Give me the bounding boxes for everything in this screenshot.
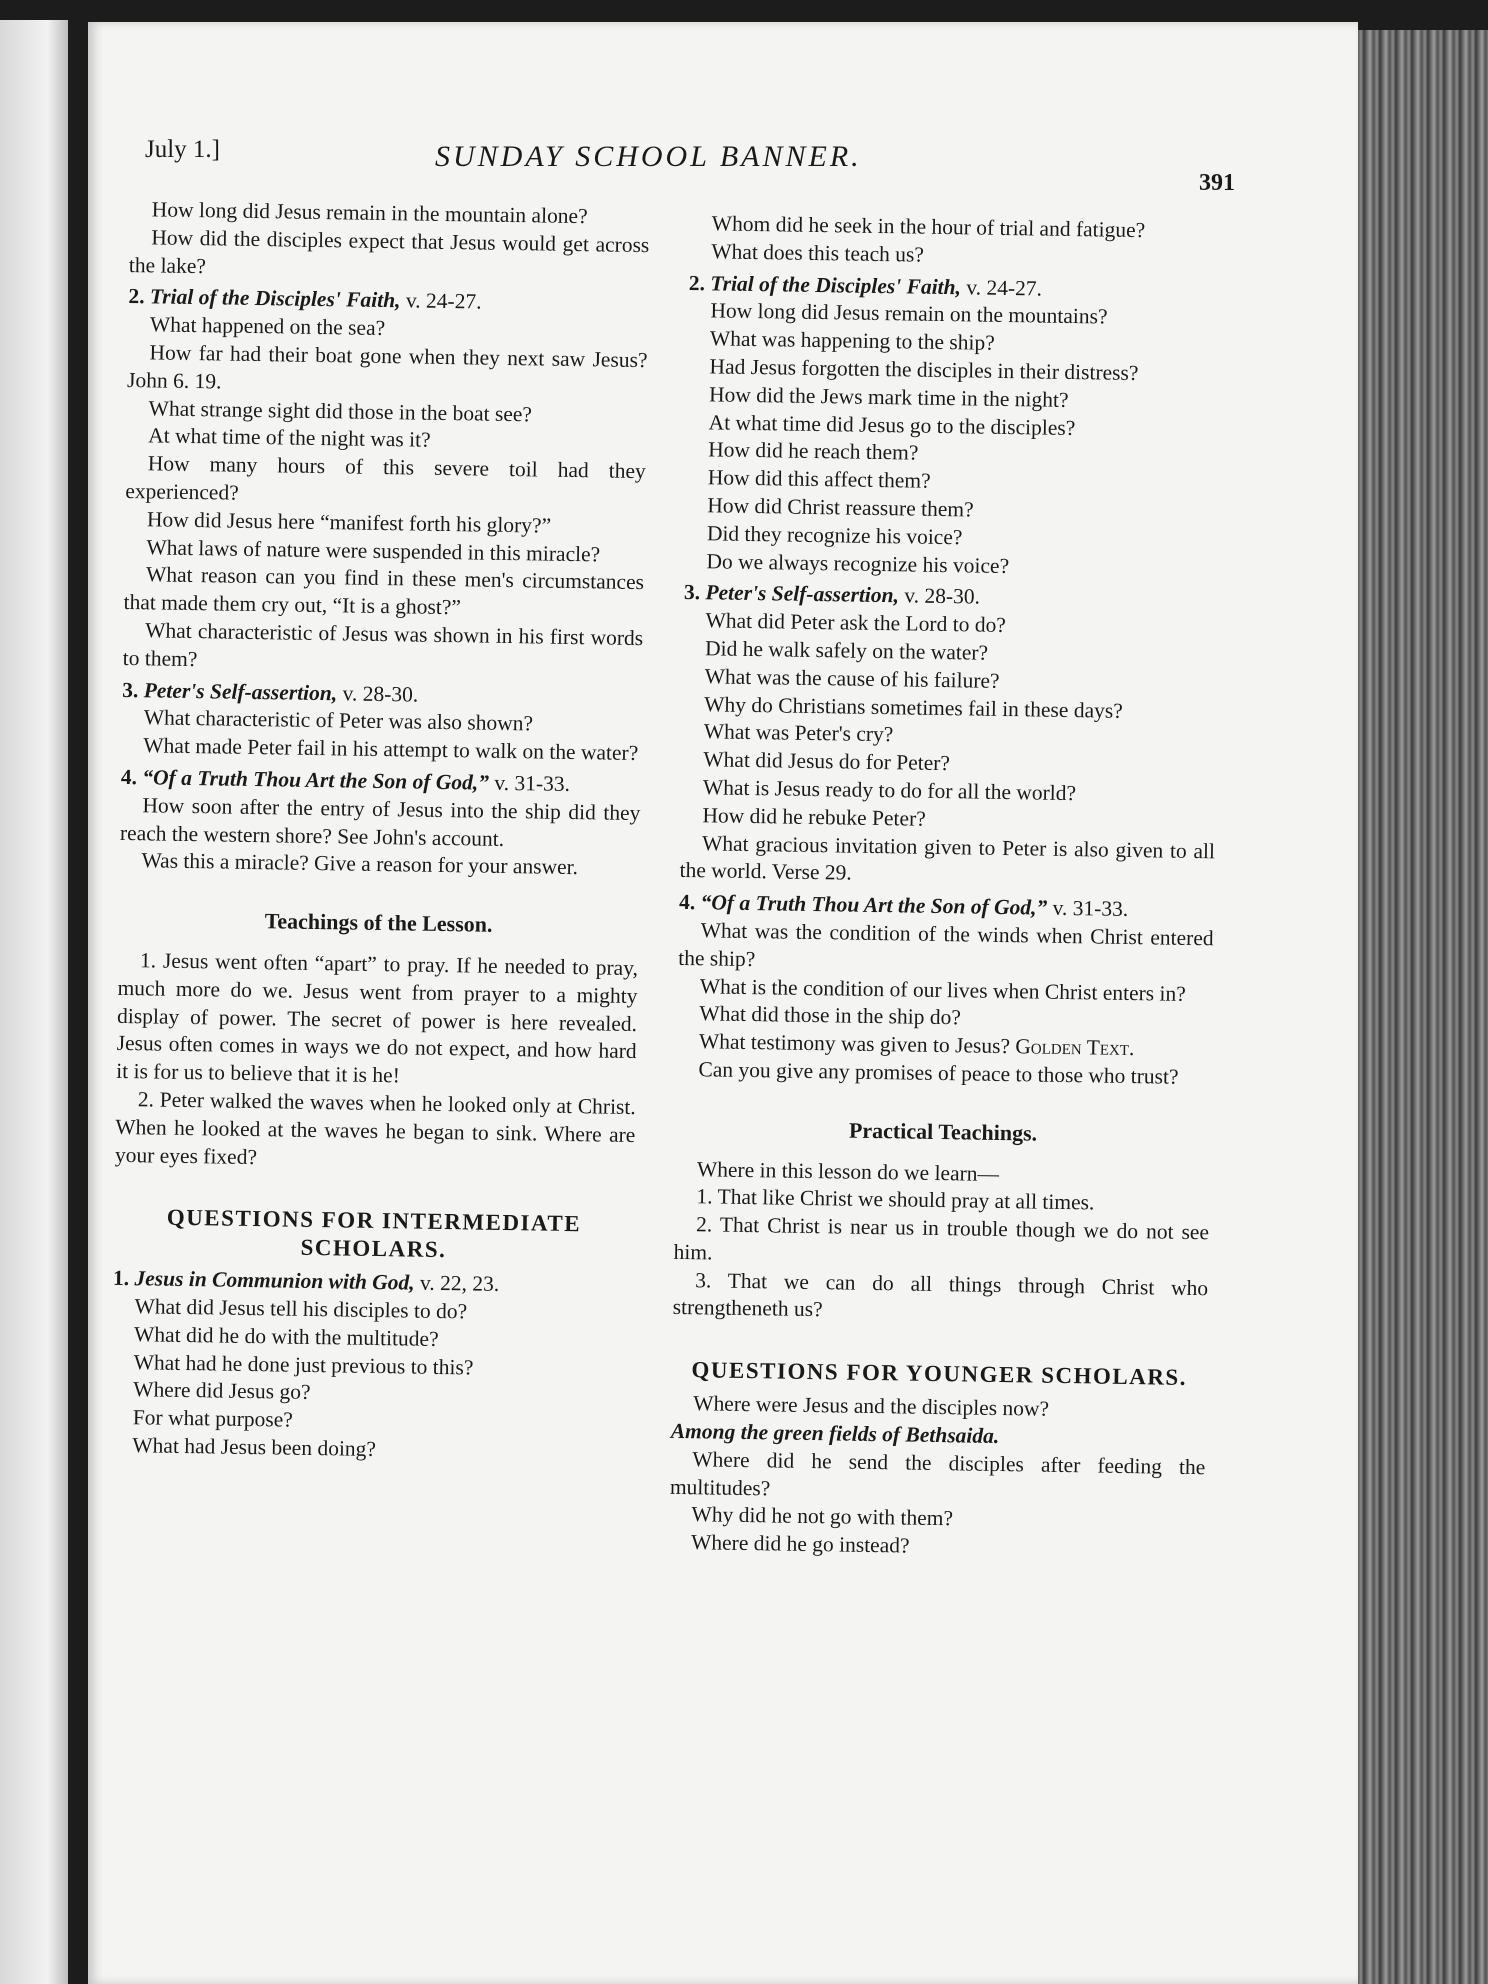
question: What was the condition of the winds when Christ entered the ship? (678, 918, 1214, 971)
question: At what time did Jesus go to the disciples? (708, 409, 1076, 440)
question: What made Peter fail in his attempt to walk on the water? (143, 733, 639, 766)
question: Do we always recognize his voice? (706, 548, 1010, 578)
golden-text-ref: Golden Text. (1015, 1034, 1135, 1061)
question: What did Jesus do for Peter? (703, 747, 951, 776)
question: How did the disciples expect that Jesus would get across the lake? (128, 225, 650, 278)
teaching-paragraph: 1. Jesus went often “apart” to pray. If he needed to pray, much more do we. Jesus went from prayer to a mighty display of power. The secret of power is here revealed. Jesus often comes in ways we do not expect, and how hard it is for us to believe that it is he! (116, 948, 639, 1088)
question: What gracious invitation given to Peter is also given to all the world. Verse 29. (679, 830, 1216, 885)
question: What had he done just previous to this? (133, 1349, 474, 1380)
question: What did those in the ship do? (699, 1001, 962, 1030)
question: Can you give any promises of peace to those who trust? (698, 1057, 1179, 1089)
question: What had Jesus been doing? (132, 1433, 377, 1462)
question: Did he walk safely on the water? (704, 636, 989, 665)
left-page-edge (0, 20, 68, 1984)
question: How long did Jesus remain in the mountain alone? (151, 197, 588, 229)
question: What strange sight did those in the boat see? (148, 395, 533, 426)
question: What did Peter ask the Lord to do? (705, 608, 1007, 638)
question: What was happening to the ship? (709, 326, 995, 355)
section-heading: 4. “Of a Truth Thou Art the Son of God,” v. 31-33. (678, 890, 1129, 922)
practical-intro: Where in this lesson do we learn— (696, 1156, 1000, 1186)
header-title: SUNDAY SCHOOL BANNER. (435, 140, 862, 173)
section-heading: 1. Jesus in Communion with God, v. 22, 23. (112, 1266, 500, 1297)
question: Whom did he seek in the hour of trial and fatigue? (711, 211, 1146, 243)
question: What did he do with the multitude? (133, 1322, 439, 1351)
question: What was Peter's cry? (703, 719, 894, 747)
question: How many hours of this severe toil had they experienced? (125, 451, 646, 505)
question: Was this a miracle? Give a reason for your answer. (141, 848, 579, 880)
question: How did this affect them? (707, 465, 931, 493)
question: How did he rebuke Peter? (702, 803, 926, 831)
question: What was the cause of his failure? (704, 664, 1000, 693)
question: How soon after the entry of Jesus into the ship did they reach the western shore? See John's account. (119, 793, 641, 851)
question: What characteristic of Peter was also shown? (143, 705, 534, 736)
question: How did Christ reassure them? (707, 493, 974, 522)
practical-item: 2. That Christ is near us in trouble though we do not see him. (673, 1212, 1210, 1265)
question: What happened on the sea? (149, 312, 386, 341)
question: What laws of nature were suspended in this miracle? (146, 534, 601, 566)
question: Why do Christians sometimes fail in these days? (704, 691, 1123, 723)
teachings-heading: Teachings of the Lesson. (264, 908, 493, 937)
section-heading: 2. Trial of the Disciples' Faith, v. 24-27. (688, 270, 1043, 301)
intermediate-heading: QUESTIONS FOR INTERMEDIATE SCHOLARS. (166, 1205, 582, 1263)
question: At what time of the night was it? (148, 423, 431, 453)
answer: Among the green fields of Bethsaida. (670, 1418, 1000, 1449)
question: Where were Jesus and the disciples now? (693, 1391, 1050, 1422)
question: How did the Jews mark time in the night? (708, 382, 1069, 412)
question: How far had their boat gone when they next saw Jesus? John 6. 19. (126, 340, 648, 394)
question: What characteristic of Jesus was shown in his first words to them? (122, 618, 644, 671)
question: What testimony was given to Jesus? Golden Text. (698, 1029, 1135, 1061)
question: What does this teach us? (711, 239, 925, 267)
question: How long did Jesus remain on the mountains? (710, 298, 1108, 329)
question: What is the condition of our lives when Christ enters in? (699, 973, 1186, 1006)
section-heading: 4. “Of a Truth Thou Art the Son of God,” v. 31-33. (120, 764, 571, 796)
question: What reason can you find in these men's circumstances that made them cry out, “It is a ghost?” (123, 562, 645, 620)
younger-heading: QUESTIONS FOR YOUNGER SCHOLARS. (691, 1357, 1188, 1391)
question: For what purpose? (132, 1405, 294, 1432)
question: Why did he not go with them? (691, 1502, 954, 1531)
question: Where did he go instead? (690, 1530, 910, 1558)
question: What is Jesus ready to do for all the world? (702, 775, 1077, 806)
question: Did they recognize his voice? (706, 521, 963, 550)
header-date: July 1.] (145, 136, 220, 163)
question: Where did he send the disciples after feeding the multitudes? (669, 1447, 1206, 1501)
page-number: 391 (1199, 170, 1235, 196)
page-edges-block (1358, 30, 1488, 1984)
practical-heading: Practical Teachings. (848, 1117, 1038, 1146)
left-column (110, 196, 650, 1468)
section-heading: 3. Peter's Self-assertion, v. 28-30. (683, 580, 981, 609)
section-heading: 3. Peter's Self-assertion, v. 28-30. (122, 677, 419, 707)
practical-item: 3. That we can do all things through Christ who strengtheneth us? (672, 1267, 1209, 1322)
practical-item: 1. That like Christ we should pray at all times. (696, 1184, 1095, 1215)
question: How did he reach them? (708, 437, 919, 465)
teaching-paragraph: 2. Peter walked the waves when he looked only at Christ. When he looked at the waves he began to sink. Where are your eyes fixed? (114, 1087, 636, 1169)
question: What did Jesus tell his disciples to do? (134, 1294, 468, 1324)
question: Where did Jesus go? (133, 1377, 311, 1405)
question: How did Jesus here “manifest forth his glory?” (146, 507, 552, 538)
question: Had Jesus forgotten the disciples in their distress? (709, 354, 1139, 386)
running-head (145, 128, 1235, 196)
right-column (669, 210, 1225, 1565)
section-heading: 2. Trial of the Disciples' Faith, v. 24-27. (128, 284, 482, 314)
